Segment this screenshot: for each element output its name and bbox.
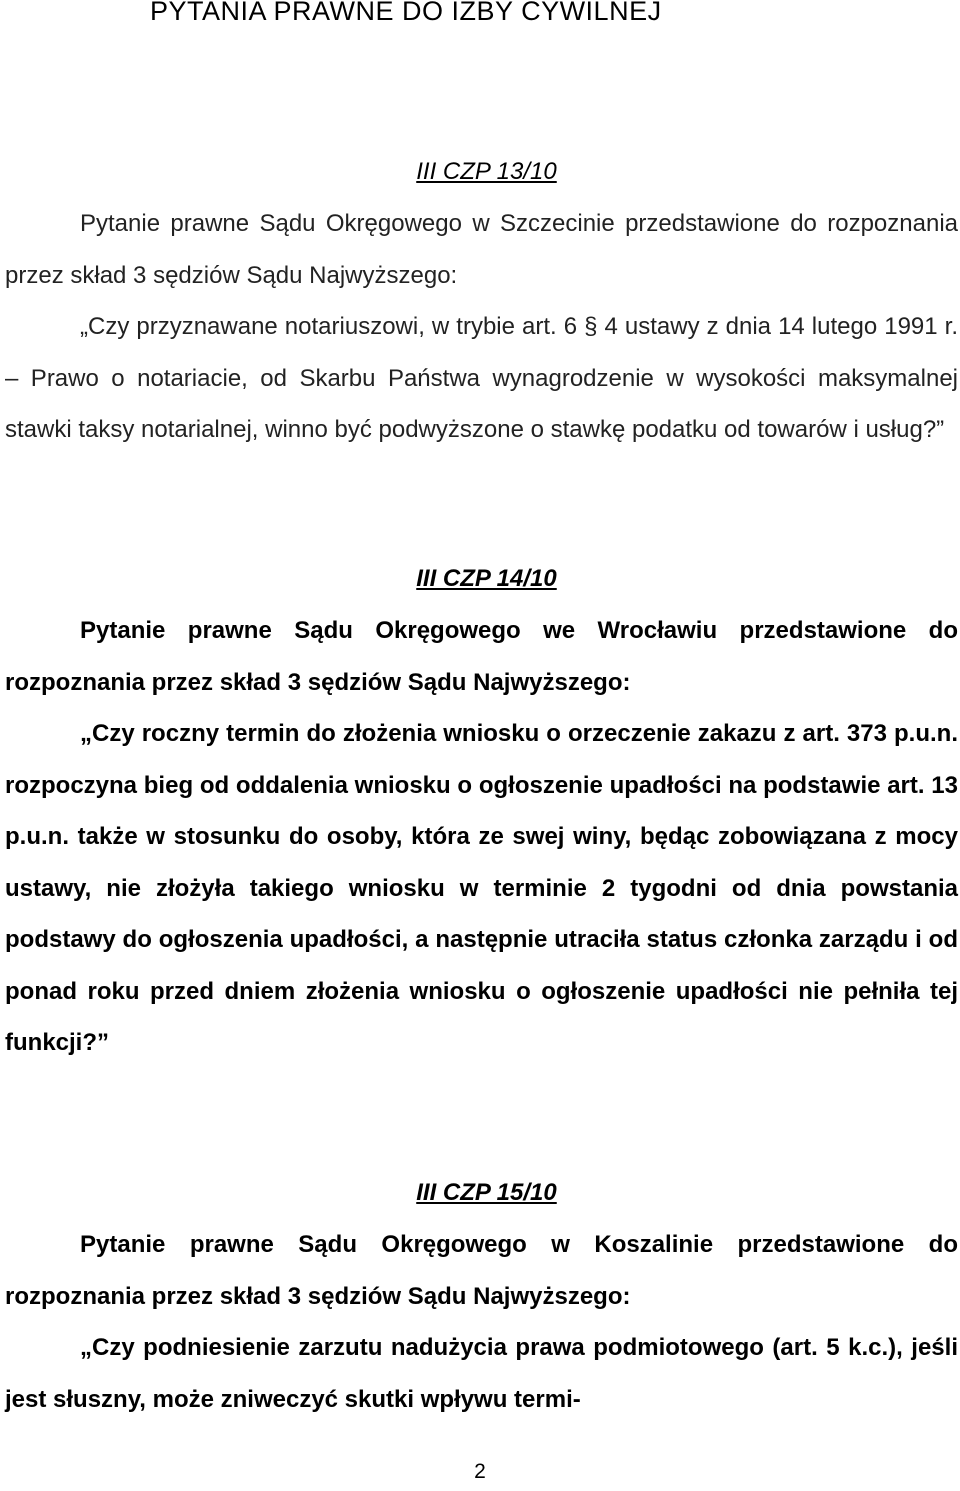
- question-intro: Pytanie prawne Sądu Okręgowego we Wrocławiu przedstawione do rozpoznania przez skład 3 sędziów Sądu Najwyższego:: [5, 617, 958, 696]
- legal-question-section: [5, 146, 958, 456]
- question-text: „Czy przyznawane notariuszowi, w trybie art. 6 § 4 ustawy z dnia 14 lutego 1991 r. – Prawo o notariacie, od Skarbu Państwa wynagrodzenie w wysokości maksymalnej stawki taksy notarialnej, winno być podwyższone o stawkę podatku od towarów i usług?”: [5, 313, 958, 443]
- case-number: III CZP 14/10: [416, 565, 557, 592]
- legal-question-section: [5, 553, 958, 1069]
- page-number: 2: [474, 1460, 486, 1483]
- legal-question-section: [5, 1167, 958, 1425]
- question-text: „Czy podniesienie zarzutu nadużycia prawa podmiotowego (art. 5 k.c.), jeśli jest słuszny, może zniweczyć skutki wpływu termi-: [5, 1334, 958, 1413]
- question-text: „Czy roczny termin do złożenia wniosku o orzeczenie zakazu z art. 373 p.u.n. rozpoczyna bieg od oddalenia wniosku o ogłoszenie upadłości na podstawie art. 13 p.u.n. także w stosunku do osoby, która ze swej winy, będąc zobowiązana z mocy ustawy, nie złożyła takiego wniosku w terminie 2 tygodni od dnia powstania podstawy do ogłoszenia upadłości, a następnie utraciła status członka zarządu i od ponad roku przed dniem złożenia wniosku o ogłoszenie upadłości nie pełniła tej funkcji?”: [5, 720, 958, 1056]
- question-intro: Pytanie prawne Sądu Okręgowego w Szczecinie przedstawione do rozpoznania przez skład 3 sędziów Sądu Najwyższego:: [5, 210, 958, 289]
- page-title: PYTANIA PRAWNE DO IZBY CYWILNEJ: [150, 0, 662, 26]
- question-intro: Pytanie prawne Sądu Okręgowego w Koszalinie przedstawione do rozpoznania przez skład 3 sędziów Sądu Najwyższego:: [5, 1231, 958, 1310]
- case-number: III CZP 13/10: [416, 158, 557, 185]
- case-number: III CZP 15/10: [416, 1179, 557, 1206]
